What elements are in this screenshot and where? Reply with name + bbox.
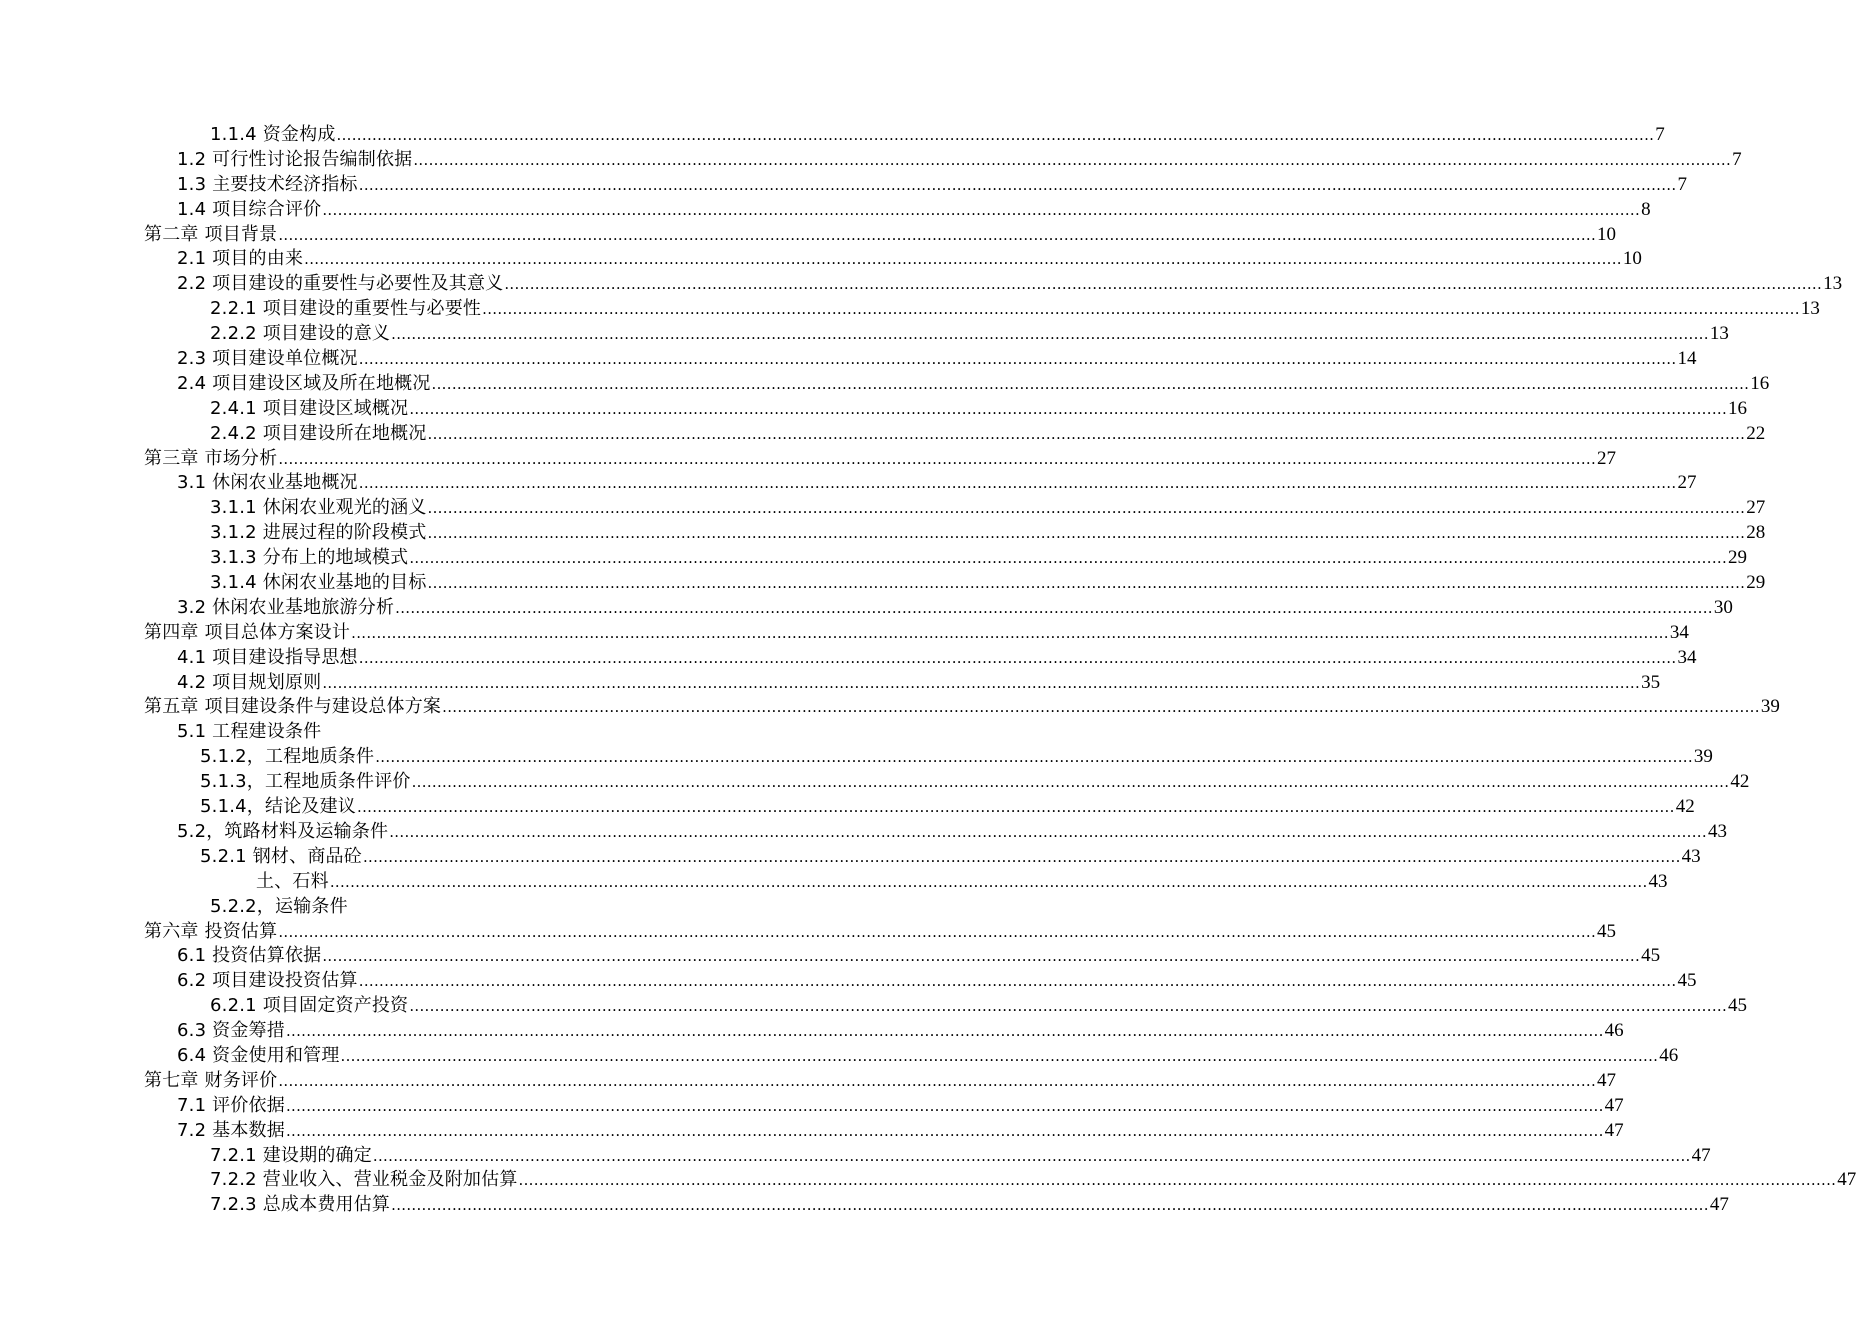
dot-leader: .................................................................................................................................................................................................................................................................... — [409, 399, 1728, 418]
toc-page-number: 45 — [1597, 920, 1617, 942]
toc-page-number: 39 — [1693, 746, 1713, 768]
toc-entry — [0, 347, 1697, 372]
toc-title: 2.2.1 项目建设的重要性与必要性 — [210, 298, 482, 320]
toc-entry — [0, 471, 1697, 496]
toc-page-number: 10 — [1622, 248, 1642, 270]
toc-page-number: 7 — [1655, 124, 1665, 145]
toc-entry — [0, 272, 1843, 297]
toc-entry-line — [210, 1193, 1729, 1218]
toc-entry — [0, 148, 1742, 173]
dot-leader: .................................................................................................................................................................................................................................................................... — [304, 250, 1622, 269]
toc-title: 1.4 项目综合评价 — [177, 198, 322, 220]
toc-page-number: 13 — [1709, 323, 1729, 345]
toc-entry — [0, 1094, 1624, 1119]
toc-entry — [0, 123, 1665, 148]
toc-entry-line — [210, 521, 1766, 546]
toc-title: 6.2.1 项目固定资产投资 — [210, 995, 409, 1017]
dot-leader: .................................................................................................................................................................................................................................................................... — [322, 673, 1641, 692]
toc-page-number: 43 — [1707, 820, 1727, 842]
dot-leader: .................................................................................................................................................................................................................................................................... — [278, 449, 1597, 468]
toc-entry-line — [177, 347, 1697, 372]
dot-leader: .................................................................................................................................................................................................................................................................... — [413, 150, 1732, 169]
toc-entry — [0, 247, 1642, 272]
toc-title: 2.2 项目建设的重要性与必要性及其意义 — [177, 273, 504, 295]
toc-entry — [0, 372, 1770, 397]
toc-title: 5.2，筑路材料及运输条件 — [177, 820, 389, 842]
dot-leader: .................................................................................................................................................................................................................................................................... — [336, 126, 1655, 144]
dot-leader: .................................................................................................................................................................................................................................................................... — [358, 474, 1677, 493]
dot-leader: .................................................................................................................................................................................................................................................................... — [322, 200, 1641, 219]
toc-entry — [0, 621, 1689, 646]
toc-page-number: 47 — [1597, 1069, 1617, 1091]
toc-title: 4.1 项目建设指导思想 — [177, 646, 358, 668]
toc-entry — [0, 496, 1766, 521]
toc-title: 5.2.1 钢材、商品砼 — [200, 845, 362, 867]
toc-entry — [0, 1168, 1856, 1193]
dot-leader: .................................................................................................................................................................................................................................................................... — [427, 424, 1746, 443]
toc-page-number: 28 — [1746, 522, 1766, 544]
toc-entry-line — [200, 745, 1713, 770]
toc-title: 2.4 项目建设区域及所在地概况 — [177, 372, 431, 394]
dot-leader: .................................................................................................................................................................................................................................................................... — [358, 972, 1677, 991]
dot-leader: .................................................................................................................................................................................................................................................................... — [362, 847, 1681, 866]
toc-entry-line — [210, 571, 1766, 596]
toc-entry-line — [144, 223, 1617, 248]
toc-entry-line — [144, 621, 1689, 646]
toc-entry-line — [256, 870, 1668, 895]
toc-page-number: 47 — [1604, 1119, 1624, 1141]
toc-entry — [0, 223, 1617, 248]
toc-entry-line — [177, 820, 1727, 845]
toc-title: 3.1 休闲农业基地概况 — [177, 472, 358, 494]
toc-page-number: 14 — [1677, 348, 1697, 370]
toc-page-number: 43 — [1648, 870, 1668, 892]
toc-page-number: 47 — [1604, 1094, 1624, 1116]
toc-entry-line — [210, 1144, 1711, 1169]
toc-title: 2.4.2 项目建设所在地概况 — [210, 422, 427, 444]
toc-entry-line — [177, 969, 1697, 994]
toc-title: 2.1 项目的由来 — [177, 248, 304, 270]
toc-entry — [0, 596, 1733, 621]
toc-page-number: 47 — [1837, 1169, 1856, 1191]
toc-title: 第二章 项目背景 — [144, 223, 278, 245]
toc-page-number: 42 — [1675, 796, 1695, 818]
toc-entry — [0, 969, 1697, 994]
toc-page-number: 47 — [1709, 1194, 1729, 1216]
dot-leader: .................................................................................................................................................................................................................................................................... — [358, 350, 1677, 369]
toc-page-number: 34 — [1669, 621, 1689, 643]
dot-leader: .................................................................................................................................................................................................................................................................... — [482, 300, 1800, 319]
toc-page-number: 10 — [1597, 223, 1617, 245]
table-of-contents — [0, 123, 1856, 1218]
toc-entry-line — [177, 198, 1651, 223]
toc-title: 3.1.3 分布上的地域模式 — [210, 547, 409, 569]
toc-entry — [0, 820, 1727, 845]
toc-page-number: 46 — [1659, 1044, 1679, 1066]
toc-title: 5.2.2，运输条件 — [210, 895, 348, 917]
toc-entry — [0, 1044, 1679, 1069]
toc-entry — [0, 920, 1617, 945]
toc-entry — [0, 845, 1701, 870]
dot-leader: .................................................................................................................................................................................................................................................................... — [278, 922, 1597, 941]
toc-entry — [0, 198, 1651, 223]
toc-entry-line — [200, 845, 1701, 870]
toc-title: 4.2 项目规划原则 — [177, 671, 322, 693]
toc-page-number: 45 — [1641, 945, 1661, 967]
toc-title: 第七章 财务评价 — [144, 1069, 278, 1091]
toc-title: 5.1.3，工程地质条件评价 — [200, 771, 411, 793]
dot-leader: .................................................................................................................................................................................................................................................................... — [442, 698, 1760, 717]
toc-page-number: 13 — [1823, 273, 1843, 295]
toc-entry-line — [144, 695, 1780, 720]
dot-leader: .................................................................................................................................................................................................................................................................... — [409, 549, 1728, 568]
dot-leader: .................................................................................................................................................................................................................................................................... — [322, 947, 1641, 966]
toc-entry-line — [177, 671, 1661, 696]
toc-entry-line — [177, 1119, 1624, 1144]
toc-title: 5.1.2，工程地质条件 — [200, 746, 375, 768]
toc-entry-line — [177, 272, 1843, 297]
toc-entry — [0, 770, 1750, 795]
dot-leader: .................................................................................................................................................................................................................................................................... — [395, 598, 1713, 617]
dot-leader: .................................................................................................................................................................................................................................................................... — [504, 275, 1823, 294]
toc-entry-line — [177, 1019, 1624, 1044]
toc-page-number: 42 — [1730, 771, 1750, 793]
toc-entry-line — [177, 720, 321, 745]
toc-title: 3.2 休闲农业基地旅游分析 — [177, 596, 395, 618]
dot-leader: .................................................................................................................................................................................................................................................................... — [427, 574, 1746, 593]
toc-title: 第四章 项目总体方案设计 — [144, 621, 351, 643]
toc-title: 2.4.1 项目建设区域概况 — [210, 397, 409, 419]
toc-page-number: 27 — [1677, 472, 1697, 494]
toc-page-number: 13 — [1800, 298, 1820, 320]
toc-entry-line — [200, 770, 1750, 795]
toc-title: 1.2 可行性讨论报告编制依据 — [177, 148, 413, 170]
dot-leader: .................................................................................................................................................................................................................................................................... — [358, 175, 1677, 194]
toc-page-number: 27 — [1597, 447, 1617, 469]
toc-entry-line — [210, 397, 1748, 422]
dot-leader: .................................................................................................................................................................................................................................................................... — [340, 1046, 1659, 1065]
toc-page-number: 8 — [1641, 198, 1651, 220]
dot-leader: .................................................................................................................................................................................................................................................................... — [278, 225, 1597, 244]
toc-entry-line — [144, 920, 1617, 945]
dot-leader: .................................................................................................................................................................................................................................................................... — [351, 623, 1669, 642]
dot-leader: .................................................................................................................................................................................................................................................................... — [431, 374, 1750, 393]
toc-page-number: 46 — [1604, 1020, 1624, 1042]
toc-entry-line — [210, 422, 1766, 447]
toc-page-number: 45 — [1728, 995, 1748, 1017]
dot-leader: .................................................................................................................................................................................................................................................................... — [427, 499, 1746, 518]
dot-leader: .................................................................................................................................................................................................................................................................... — [329, 872, 1648, 891]
toc-title: 第三章 市场分析 — [144, 447, 278, 469]
toc-entry — [0, 994, 1748, 1019]
toc-title: 6.1 投资估算依据 — [177, 945, 322, 967]
toc-entry-line — [210, 123, 1665, 148]
toc-entry — [0, 895, 950, 920]
toc-entry — [0, 745, 1713, 770]
toc-page-number: 39 — [1760, 696, 1780, 718]
dot-leader: .................................................................................................................................................................................................................................................................... — [285, 1022, 1604, 1041]
dot-leader: .................................................................................................................................................................................................................................................................... — [375, 748, 1693, 767]
toc-entry — [0, 795, 1695, 820]
toc-entry — [0, 397, 1748, 422]
toc-title: 3.1.2 进展过程的阶段模式 — [210, 522, 427, 544]
toc-page-number: 34 — [1677, 646, 1697, 668]
toc-page-number: 29 — [1746, 572, 1766, 594]
toc-entry — [0, 1193, 1729, 1218]
toc-entry — [0, 720, 950, 745]
dot-leader: .................................................................................................................................................................................................................................................................... — [411, 773, 1730, 792]
toc-title: 土、石料 — [256, 870, 329, 892]
toc-entry-line — [177, 596, 1733, 621]
toc-entry — [0, 671, 1661, 696]
toc-title: 7.2.2 营业收入、营业税金及附加估算 — [210, 1169, 518, 1191]
toc-entry-line — [177, 1094, 1624, 1119]
toc-title: 1.1.4 资金构成 — [210, 124, 336, 145]
toc-page-number: 22 — [1746, 422, 1766, 444]
toc-title: 7.1 评价依据 — [177, 1094, 285, 1116]
toc-title: 6.2 项目建设投资估算 — [177, 970, 358, 992]
toc-page-number: 45 — [1677, 970, 1697, 992]
toc-title: 3.1.4 休闲农业基地的目标 — [210, 572, 427, 594]
toc-entry — [0, 521, 1766, 546]
toc-entry-line — [210, 322, 1729, 347]
toc-entry — [0, 1119, 1624, 1144]
toc-entry-line — [177, 173, 1687, 198]
toc-title: 2.3 项目建设单位概况 — [177, 348, 358, 370]
toc-entry-line — [200, 795, 1695, 820]
toc-entry-line — [177, 372, 1770, 397]
dot-leader: .................................................................................................................................................................................................................................................................... — [389, 822, 1707, 841]
dot-leader: .................................................................................................................................................................................................................................................................... — [285, 1121, 1604, 1140]
toc-title: 6.3 资金筹措 — [177, 1020, 285, 1042]
dot-leader: .................................................................................................................................................................................................................................................................... — [278, 1071, 1597, 1090]
toc-title: 6.4 资金使用和管理 — [177, 1044, 340, 1066]
toc-title: 2.2.2 项目建设的意义 — [210, 323, 391, 345]
toc-page-number: 29 — [1728, 547, 1748, 569]
toc-title: 第五章 项目建设条件与建设总体方案 — [144, 696, 442, 718]
toc-entry-line — [177, 1044, 1679, 1069]
toc-title: 7.2 基本数据 — [177, 1119, 285, 1141]
toc-entry — [0, 1144, 1711, 1169]
toc-entry — [0, 297, 1820, 322]
toc-entry — [0, 546, 1748, 571]
toc-entry-line — [177, 646, 1697, 671]
toc-page-number: 30 — [1713, 596, 1733, 618]
toc-title: 7.2.1 建设期的确定 — [210, 1144, 372, 1166]
toc-entry-line — [210, 994, 1748, 1019]
toc-entry — [0, 173, 1687, 198]
toc-page-number: 7 — [1677, 173, 1687, 195]
toc-entry — [0, 646, 1697, 671]
dot-leader: .................................................................................................................................................................................................................................................................... — [391, 325, 1709, 344]
toc-page-number: 7 — [1732, 148, 1742, 170]
toc-page-number: 43 — [1681, 845, 1701, 867]
toc-title: 1.3 主要技术经济指标 — [177, 173, 358, 195]
toc-entry — [0, 1019, 1624, 1044]
toc-entry — [0, 322, 1729, 347]
toc-title: 7.2.3 总成本费用估算 — [210, 1194, 391, 1216]
toc-entry — [0, 447, 1617, 472]
toc-title: 5.1 工程建设条件 — [177, 721, 322, 743]
toc-entry — [0, 695, 1780, 720]
toc-entry-line — [177, 247, 1642, 272]
toc-page-number: 16 — [1728, 397, 1748, 419]
toc-entry-line — [210, 1168, 1856, 1193]
toc-entry — [0, 870, 1668, 895]
toc-entry — [0, 422, 1766, 447]
toc-entry-line — [177, 148, 1742, 173]
dot-leader: .................................................................................................................................................................................................................................................................... — [285, 1096, 1604, 1115]
toc-entry-line — [144, 447, 1617, 472]
dot-leader: .................................................................................................................................................................................................................................................................... — [427, 524, 1746, 543]
dot-leader: .................................................................................................................................................................................................................................................................... — [372, 1146, 1691, 1165]
toc-page-number: 47 — [1691, 1144, 1711, 1166]
dot-leader: .................................................................................................................................................................................................................................................................... — [391, 1196, 1709, 1215]
dot-leader: .................................................................................................................................................................................................................................................................... — [518, 1171, 1837, 1190]
toc-entry-line — [210, 546, 1748, 571]
toc-entry-line — [144, 1069, 1617, 1094]
toc-title: 第六章 投资估算 — [144, 920, 278, 942]
toc-entry-line — [210, 496, 1766, 521]
dot-leader: .................................................................................................................................................................................................................................................................... — [409, 997, 1728, 1016]
toc-entry-line — [210, 895, 348, 920]
toc-title: 5.1.4，结论及建议 — [200, 796, 356, 818]
toc-entry — [0, 1069, 1617, 1094]
dot-leader: .................................................................................................................................................................................................................................................................... — [358, 648, 1677, 667]
toc-title: 3.1.1 休闲农业观光的涵义 — [210, 497, 427, 519]
toc-entry-line — [177, 944, 1661, 969]
toc-page-number: 27 — [1746, 497, 1766, 519]
toc-entry-line — [210, 297, 1820, 322]
toc-entry-line — [177, 471, 1697, 496]
toc-entry — [0, 944, 1661, 969]
dot-leader: .................................................................................................................................................................................................................................................................... — [357, 798, 1675, 817]
toc-page-number: 35 — [1641, 671, 1661, 693]
toc-page-number: 16 — [1750, 372, 1770, 394]
toc-entry — [0, 571, 1766, 596]
